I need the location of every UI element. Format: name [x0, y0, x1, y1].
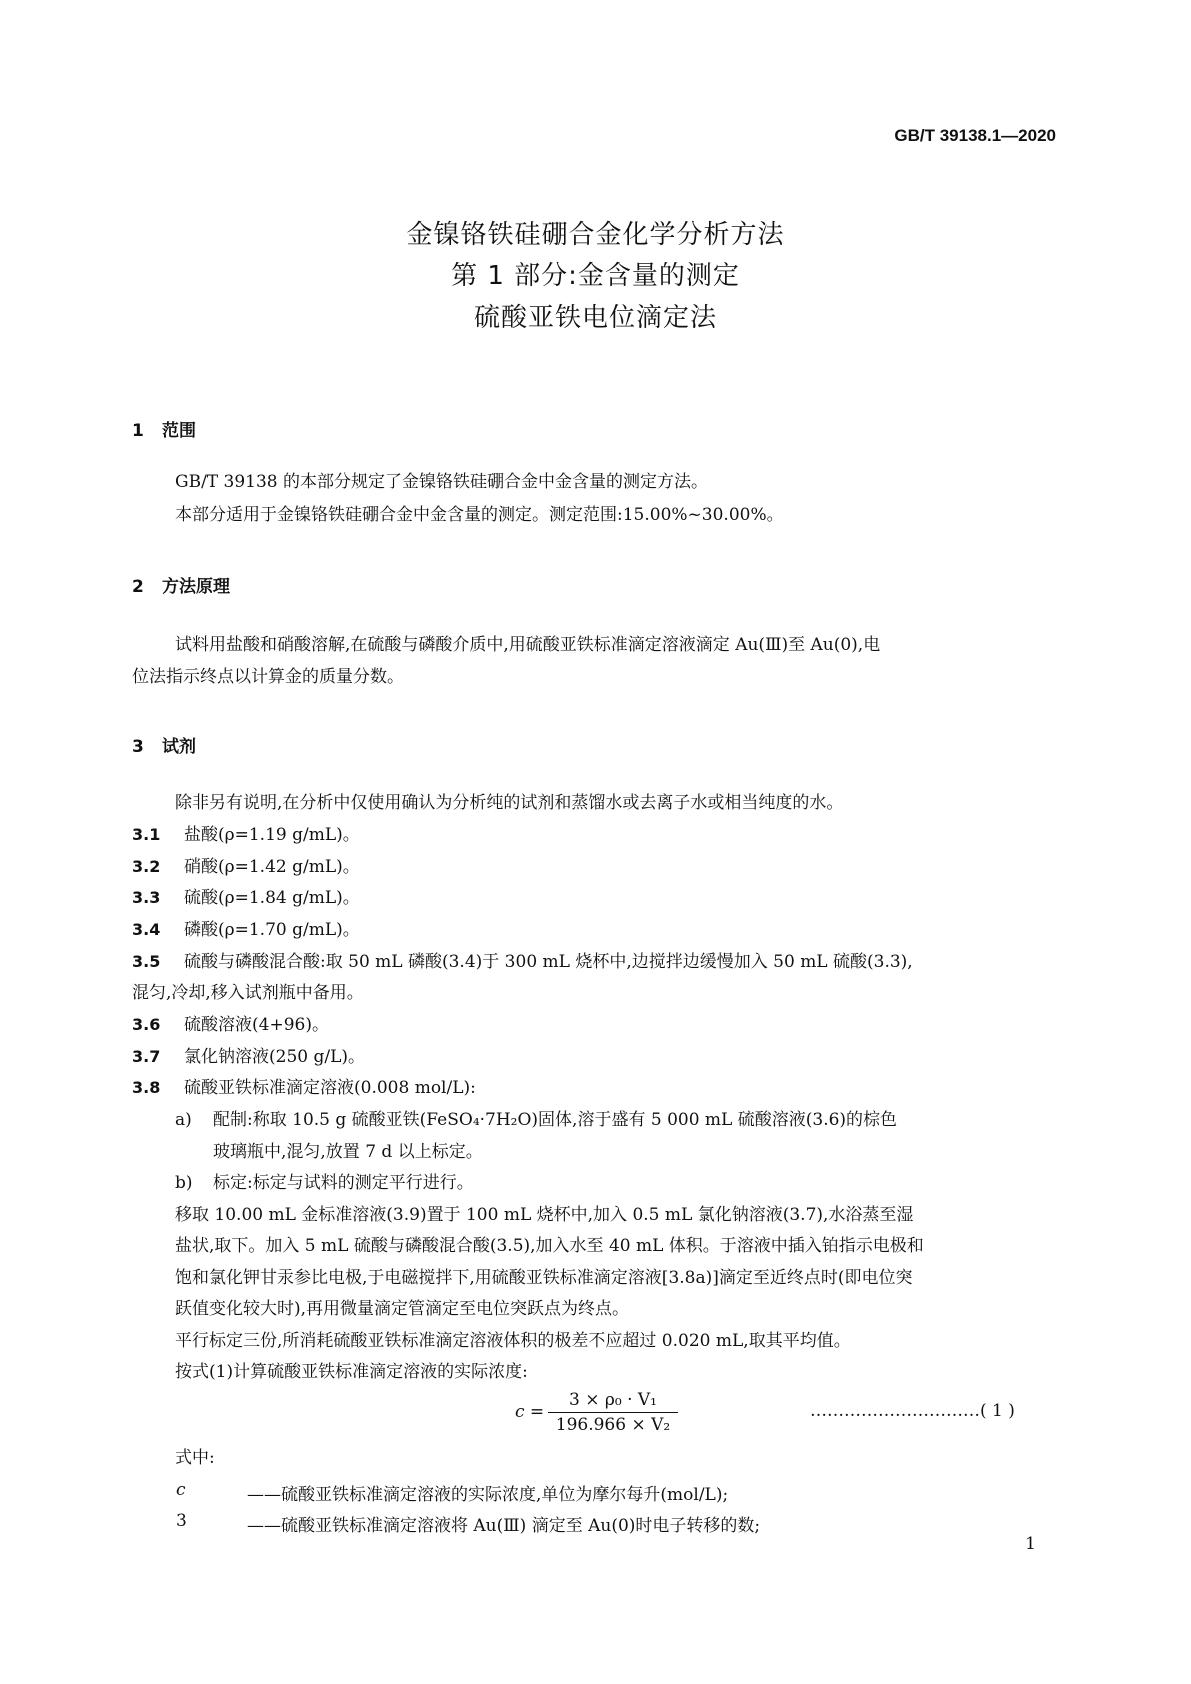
- item-number: 3.3: [132, 888, 161, 907]
- section-number: 3: [132, 737, 144, 757]
- formula-numerator: 3 × ρ₀ · V₁: [548, 1390, 678, 1413]
- reagent-item-3-5: [132, 952, 913, 972]
- definition-c: [0, 1480, 1191, 1505]
- reagent-item-3-5-continuation: 混匀,冷却,移入试剂瓶中备用。: [132, 983, 364, 1003]
- reagent-item-3-1: [132, 825, 360, 845]
- reagent-item-3-7: [132, 1047, 365, 1067]
- formula-intro: 按式(1)计算硫酸亚铁标准滴定溶液的实际浓度:: [175, 1362, 528, 1382]
- reagent-item-3-4: [132, 920, 360, 940]
- item-number: 3.7: [132, 1047, 161, 1066]
- formula-denominator: 196.966 × V₂: [555, 1415, 671, 1435]
- equation-number: …………………………( 1 ): [810, 1401, 1015, 1421]
- formula-lhs: c =: [515, 1402, 545, 1422]
- procedure-line-4: 跃值变化较大时),再用微量滴定管滴定至电位突跃点为终点。: [175, 1299, 630, 1319]
- sub-item-text: 标定:标定与试料的测定平行进行。: [213, 1173, 474, 1193]
- section-2-paragraph-line-2: 位法指示终点以计算金的质量分数。: [132, 667, 404, 687]
- item-text: 硫酸溶液(4+96)。: [184, 1015, 329, 1035]
- item-text: 硝酸(ρ=1.42 g/mL)。: [184, 857, 360, 877]
- section-title: 范围: [162, 421, 196, 441]
- definition-symbol: c: [176, 1480, 186, 1500]
- item-text: 磷酸(ρ=1.70 g/mL)。: [184, 920, 360, 940]
- reagent-item-3-3: [132, 888, 360, 908]
- definition-3: [0, 1511, 1191, 1536]
- standard-code: GB/T 39138.1—2020: [894, 126, 1056, 145]
- sub-item-label: a): [175, 1110, 192, 1130]
- item-text: 硫酸(ρ=1.84 g/mL)。: [184, 888, 360, 908]
- calibration-paragraph: 平行标定三份,所消耗硫酸亚铁标准滴定溶液体积的极差不应超过 0.020 mL,取其平均值。: [175, 1331, 851, 1351]
- title-line-3: 硫酸亚铁电位滴定法: [473, 303, 717, 333]
- section-number: 2: [132, 577, 144, 597]
- page-number: 1: [1025, 1534, 1036, 1554]
- sub-item-text: 配制:称取 10.5 g 硫酸亚铁(FeSO₄·7H₂O)固体,溶于盛有 5 000 mL 硫酸溶液(3.6)的棕色: [213, 1110, 898, 1130]
- section-1-paragraph-1: GB/T 39138 的本部分规定了金镍铬铁硅硼合金中金含量的测定方法。: [175, 472, 709, 492]
- procedure-line-1: 移取 10.00 mL 金标准溶液(3.9)置于 100 mL 烧杯中,加入 0.5 mL 氯化钠溶液(3.7),水浴蒸至湿: [175, 1205, 914, 1225]
- formula-fraction: [548, 1390, 678, 1435]
- section-title: 方法原理: [162, 577, 230, 597]
- definition-text: ——硫酸亚铁标准滴定溶液的实际浓度,单位为摩尔每升(mol/L);: [247, 1485, 729, 1505]
- definition-symbol: 3: [176, 1511, 187, 1531]
- section-1-heading: [132, 416, 196, 441]
- section-3-intro: 除非另有说明,在分析中仅使用确认为分析纯的试剂和蒸馏水或去离子水或相当纯度的水。: [175, 793, 844, 813]
- sub-item-a: [175, 1110, 897, 1130]
- section-2-paragraph-line-1: 试料用盐酸和硝酸溶解,在硫酸与磷酸介质中,用硫酸亚铁标准滴定溶液滴定 Au(Ⅲ)至 Au(0),电: [175, 635, 881, 655]
- section-2-heading: [132, 572, 230, 597]
- item-text: 硫酸与磷酸混合酸:取 50 mL 磷酸(3.4)于 300 mL 烧杯中,边搅拌边缓慢加入 50 mL 硫酸(3.3),: [184, 952, 913, 972]
- sub-item-a-continuation: 玻璃瓶中,混匀,放置 7 d 以上标定。: [213, 1142, 483, 1162]
- item-number: 3.6: [132, 1015, 161, 1034]
- where-label: 式中:: [175, 1448, 215, 1468]
- definition-text: ——硫酸亚铁标准滴定溶液将 Au(Ⅲ) 滴定至 Au(0)时电子转移的数;: [247, 1516, 761, 1536]
- sub-item-b: [175, 1173, 474, 1193]
- reagent-item-3-8: [132, 1078, 476, 1098]
- reagent-item-3-2: [132, 857, 360, 877]
- sub-item-label: b): [175, 1173, 193, 1193]
- item-text: 盐酸(ρ=1.19 g/mL)。: [184, 825, 360, 845]
- item-number: 3.2: [132, 857, 161, 876]
- title-line-1: 金镍铬铁硅硼合金化学分析方法: [406, 220, 785, 250]
- item-number: 3.4: [132, 920, 161, 939]
- section-3-heading: [132, 732, 196, 757]
- title-line-2: 第 1 部分:金含量的测定: [451, 261, 740, 291]
- item-number: 3.5: [132, 952, 161, 971]
- section-number: 1: [132, 421, 144, 441]
- item-text: 氯化钠溶液(250 g/L)。: [184, 1047, 366, 1067]
- procedure-line-2: 盐状,取下。加入 5 mL 硫酸与磷酸混合酸(3.5),加入水至 40 mL 体积。于溶液中插入铂指示电极和: [175, 1236, 924, 1256]
- procedure-line-3: 饱和氯化钾甘汞参比电极,于电磁搅拌下,用硫酸亚铁标准滴定溶液[3.8a)]滴定至近终点时(即电位突: [175, 1268, 913, 1288]
- section-title: 试剂: [162, 737, 196, 757]
- reagent-item-3-6: [132, 1015, 329, 1035]
- section-1-paragraph-2: 本部分适用于金镍铬铁硅硼合金中金含量的测定。测定范围:15.00%~30.00%。: [175, 505, 784, 525]
- item-number: 3.8: [132, 1078, 161, 1097]
- item-text: 硫酸亚铁标准滴定溶液(0.008 mol/L):: [184, 1078, 476, 1098]
- item-number: 3.1: [132, 825, 161, 844]
